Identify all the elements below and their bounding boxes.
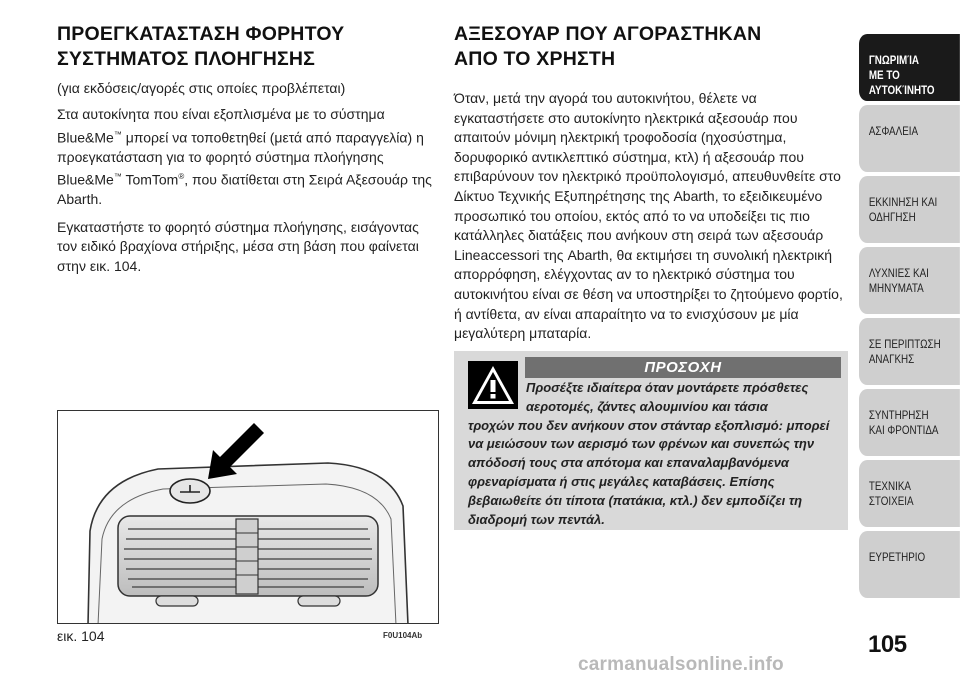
tab-label: ΣΕ ΠΕΡΙΠΤΩΣΗ ΑΝΑΓΚΗΣ (868, 337, 941, 366)
tab-getting-to-know[interactable] (859, 34, 960, 101)
vent-control-left (156, 596, 198, 606)
tab-label: ΕΚΚΙΝΗΣΗ ΚΑΙ ΟΔΗΓΗΣΗ (868, 195, 938, 224)
text-run: , που διατίθεται στη Σειρά Αξεσουάρ της Abarth. (57, 171, 432, 208)
heading-line: ΣΥΣΤΗΜΑΤΟΣ ΠΛΟΗΓΗΣΗΣ (57, 48, 316, 70)
text-run: TomTom (121, 171, 179, 188)
heading-line: ΑΞΕΣΟΥΑΡ ΠΟΥ ΑΓΟΡΑΣΤΗΚΑΝ (454, 23, 762, 45)
applicability-note: (για εκδόσεις/αγορές στις οποίες προβλέπεται) (57, 80, 346, 96)
section-heading-navigation (57, 22, 439, 72)
right-column (454, 22, 848, 344)
watermark: carmanualsonline.info (578, 654, 784, 675)
warning-text (468, 379, 838, 529)
figure-code: F0U104Ab (383, 631, 423, 640)
tab-label: ΛΥΧΝΙΕΣ ΚΑΙ ΜΗΝΥΜΑΤΑ (868, 266, 929, 295)
warning-text-first: Προσέξτε ιδιαίτερα όταν μοντάρετε πρόσθετες αεροτομές, ζάντες αλουμινίου και τάσια (526, 380, 809, 414)
tab-index[interactable] (859, 531, 960, 598)
paragraph-accessories: Όταν, μετά την αγορά του αυτοκινήτου, θέλετε να εγκαταστήσετε στο αυτοκίνητο ηλεκτρικά αξεσουάρ που απαιτούν μόνιμη ηλεκτρική τροφοδοσία (ηχοσύστημα, δορυφορικό αντικλεπτικό σύστημα, κτλ) ή αξεσουάρ που επιβαρύνουν τον ηλεκτρικό προϋπολογισμό, απευθυνθείτε στο Δίκτυο Τεχνικής Εξυπηρέτησης της Abarth, το εξειδικευμένο προσωπικό του οποίου, εκτός από το να υποδείξει τις πιο κατάλληλες διατάξεις που ανήκουν στη σειρά των αξεσουάρ Lineaccessori της Abarth, θα εκτιμήσει τη συνολική ηλεκτρική απορρόφηση, ελέγχοντας αν το ηλεκτρικό σύστημα του αυτοκινήτου είναι σε θέση να υποστηρίξει το ζητούμενο φορτίο, ή αντίθετα, αν είναι απαραίτητο να το ενισχύσουν με μία μεγαλύτερη μπαταρία. (454, 90, 843, 342)
heading-line: ΠΡΟΕΓΚΑΤΑΣΤΑΣΗ ΦΟΡΗΤΟΥ (57, 23, 345, 45)
page-number: 105 (868, 631, 907, 658)
figure-104 (57, 410, 439, 624)
text-run: Στα αυτοκίνητα που είναι εξοπλισμένα με το σύστημα Blue&Me (57, 106, 385, 146)
chapter-tabs (859, 34, 960, 602)
vent-control-right (298, 596, 340, 606)
tab-safety[interactable] (859, 105, 960, 172)
trademark-symbol: ™ (113, 172, 122, 182)
section-heading-accessories (454, 22, 848, 72)
left-column (57, 22, 439, 276)
heading-line: ΑΠΟ ΤΟ ΧΡΗΣΤΗ (454, 48, 616, 70)
trademark-symbol: ™ (113, 129, 122, 139)
tab-label: ΑΣΦΑΛΕΙΑ (868, 124, 919, 138)
figure-caption: εικ. 104 (57, 628, 105, 644)
dashboard-vent-illustration (58, 411, 439, 624)
warning-text-rest: τροχών που δεν ανήκουν στον στάνταρ εξοπλισμό: μπορεί να μειώσουν των αερισμό των φρένων και συνεπώς την απόδοσή τους στα απότομα και επαναλαμβανόμενα φρεναρίσματα ή στις μεγάλες καταβάσεις. Επίσης βεβαιωθείτε ότι τίποτα (πατάκια, κτλ.) δεν εμποδίζει τη διαδρομή των πεντάλ. (468, 417, 830, 527)
paragraph-install: Εγκαταστήστε το φορητό σύστημα πλοήγησης, εισάγοντας τον ειδικό βραχίονα στήριξης, μέσα στη βάση που φαίνεται στην εικ. 104. (57, 218, 419, 274)
paragraph-preinstall (57, 105, 439, 210)
tab-label: ΕΥΡΕΤΗΡΙΟ (868, 550, 926, 564)
text-run: μπορεί να τοποθετηθεί (μετά από παραγγελία) η προεγκατάσταση για το φορητό σύστημα πλοήγησης Blue&Me (57, 129, 424, 188)
tab-emergency[interactable] (859, 318, 960, 385)
tab-label: ΓΝΩΡΙΜΊΑ ΜΕ ΤΟ ΑΥΤΟΚΊΝΗΤΟ (868, 53, 935, 97)
tab-maintenance[interactable] (859, 389, 960, 456)
warning-box (454, 351, 848, 530)
tab-label: ΣΥΝΤΗΡΗΣΗ ΚΑΙ ΦΡΟΝΤΙΔΑ (868, 408, 939, 437)
tab-warning-lights[interactable] (859, 247, 960, 314)
registered-symbol: ® (178, 172, 185, 182)
tab-starting-driving[interactable] (859, 176, 960, 243)
warning-title: ΠΡΟΣΟΧΗ (525, 357, 841, 378)
tab-technical-data[interactable] (859, 460, 960, 527)
tab-label: ΤΕΧΝΙΚΑ ΣΤΟΙΧΕΙΑ (868, 479, 914, 508)
